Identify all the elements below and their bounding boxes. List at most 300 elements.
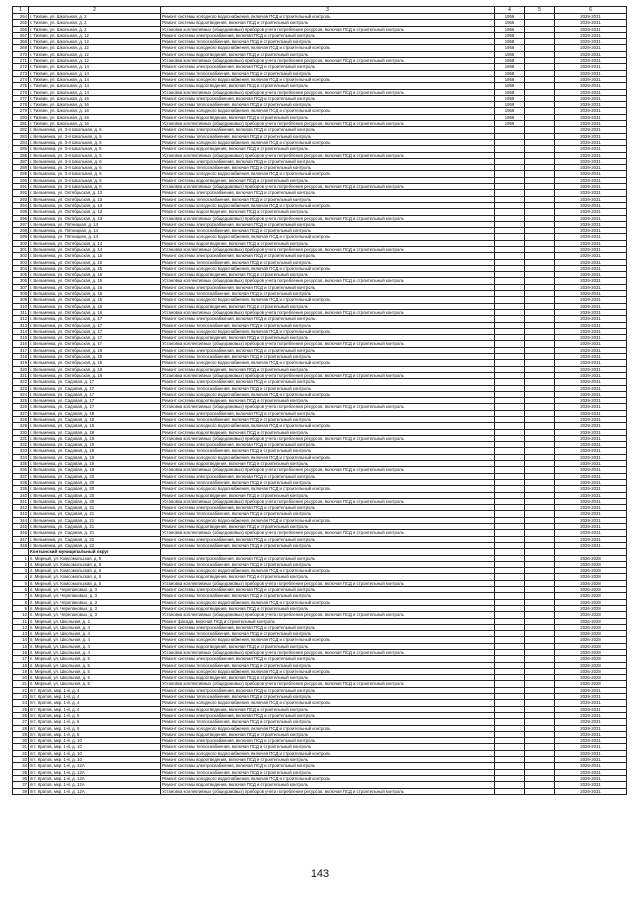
row-period: 2029-2031 (555, 706, 627, 712)
row-address: г. Вельмянка, ул. Октябрьская, д. 16 (29, 291, 161, 297)
row-number: 264 (13, 14, 29, 20)
row-period: 2029-2031 (555, 209, 627, 215)
row-address: г. Тихвин, ул. Школьная, д. 12 (29, 51, 161, 57)
row-address: п. Мирный, ул. Черепановых, д. 3 (29, 599, 161, 605)
row-work-type: Ремонт системы электроснабжения, включая ПСД и строительный контроль (161, 536, 495, 542)
row-number: 36 (13, 775, 29, 781)
row-address: пгт. Кратов, мкр. 1-й, д. 4 (29, 694, 161, 700)
row-period: 2029-2031 (555, 259, 627, 265)
row-work-type: Ремонт системы электроснабжения, включая ПСД и строительный контроль (161, 555, 495, 561)
row-number: 1 (13, 555, 29, 561)
row-period: 2029-2031 (555, 738, 627, 744)
row-period: 2029-2031 (555, 769, 627, 775)
row-work-type: Установка коллективных (общедомовых) приборов учета потребления ресурсов, включая ПСД и строительный контроль (161, 309, 495, 315)
row-year-built: 1958 (495, 64, 525, 70)
row-number: 23 (13, 694, 29, 700)
row-period: 2029-2031 (555, 265, 627, 271)
row-period: 2026-2028 (555, 574, 627, 580)
row-work-type: Ремонт системы электроснабжения, включая ПСД и строительный контроль (161, 284, 495, 290)
row-number: 28 (13, 725, 29, 731)
row-address: г. Вельмянка, ул. Садовая, д. 21 (29, 505, 161, 511)
row-number: 288 (13, 165, 29, 171)
row-address: г. Вельмянка, ул. Садовая, д. 18 (29, 410, 161, 416)
row-number: 327 (13, 410, 29, 416)
row-address: п. Мирный, ул. Комсомольская, д. 5 (29, 555, 161, 561)
row-work-type: Ремонт системы холодного водоснабжения, включая ПСД и строительный контроль (161, 454, 495, 460)
row-address: г. Тихвин, ул. Школьная, д. 12 (29, 32, 161, 38)
row-period: 2029-2031 (555, 89, 627, 95)
row-number: 279 (13, 108, 29, 114)
row-period: 2029-2031 (555, 511, 627, 517)
row-period: 2029-2031 (555, 309, 627, 315)
row-address: г. Вельмянка, ул. Садовая, д. 18 (29, 435, 161, 441)
row-number: 345 (13, 524, 29, 530)
row-address: г. Вельмянка, ул. Октябрьская, д. 13 (29, 215, 161, 221)
row-address: п. Мирный, ул. Школьная, д. 4 (29, 624, 161, 630)
row-work-type: Ремонт системы теплоснабжения, включая ПСД и строительный контроль (161, 165, 495, 171)
row-address: г. Вельмянка, ул. Октябрьская, д. 16 (29, 297, 161, 303)
row-work-type: Ремонт системы теплоснабжения, включая ПСД и строительный контроль (161, 769, 495, 775)
row-period: 2029-2031 (555, 410, 627, 416)
row-number: 337 (13, 473, 29, 479)
row-work-type: Установка коллективных (общедомовых) приборов учета потребления ресурсов, включая ПСД и строительный контроль (161, 152, 495, 158)
row-address: г. Вельмянка, ул. Садовая, д. 17 (29, 398, 161, 404)
row-address: п. Мирный, ул. Школьная, д. 4 (29, 649, 161, 655)
row-period: 2029-2031 (555, 700, 627, 706)
row-work-type: Установка коллективных (общедомовых) приборов учета потребления ресурсов, включая ПСД и строительный контроль (161, 215, 495, 221)
row-address: г. Вельмянка, ул. Садовая, д. 20 (29, 479, 161, 485)
row-work-type: Ремонт системы водоотведения, включая ПСД и строительный контроль (161, 303, 495, 309)
row-address: г. Вельмянка, ул. Садовая, д. 18 (29, 429, 161, 435)
row-work-type: Ремонт системы теплоснабжения, включая ПСД и строительный контроль (161, 719, 495, 725)
row-number: 347 (13, 536, 29, 542)
row-number: 33 (13, 757, 29, 763)
row-work-type: Ремонт системы холодного водоснабжения, включая ПСД и строительный контроль (161, 486, 495, 492)
row-year-built: 1959 (495, 114, 525, 120)
row-work-type: Ремонт системы теплоснабжения, включая ПСД и строительный контроль (161, 479, 495, 485)
row-work-type: Ремонт системы водоотведения, включая ПСД и строительный контроль (161, 20, 495, 26)
row-work-type: Ремонт системы теплоснабжения, включая ПСД и строительный контроль (161, 259, 495, 265)
row-work-type: Ремонт системы холодного водоснабжения, включая ПСД и строительный контроль (161, 637, 495, 643)
row-address: г. Вельмянка, ул. Октябрьская, д. 16 (29, 303, 161, 309)
row-address: г. Вельмянка, ул. Садовая, д. 19 (29, 467, 161, 473)
row-period: 2029-2031 (555, 139, 627, 145)
row-period: 2029-2031 (555, 486, 627, 492)
row-address: г. Вельмянка, ул. Октябрьская, д. 17 (29, 316, 161, 322)
header-col-6: 6 (555, 7, 627, 14)
row-number: 307 (13, 284, 29, 290)
row-address: пгт. Кратов, мкр. 1-й, д. 12А (29, 782, 161, 788)
row-address: п. Мирный, ул. Школьная, д. 5 (29, 662, 161, 668)
row-number: 338 (13, 479, 29, 485)
row-period: 2029-2031 (555, 719, 627, 725)
row-year-built: 1958 (495, 45, 525, 51)
row-period: 2029-2031 (555, 461, 627, 467)
row-period: 2029-2031 (555, 165, 627, 171)
row-address: пгт. Кратов, мкр. 1-й, д. 5 (29, 725, 161, 731)
table-row (13, 788, 627, 794)
row-work-type: Установка коллективных (общедомовых) приборов учета потребления ресурсов, включая ПСД и строительный контроль (161, 26, 495, 32)
row-number: 290 (13, 177, 29, 183)
row-number: 316 (13, 341, 29, 347)
row-period: 2026-2028 (555, 599, 627, 605)
row-work-type: Ремонт системы холодного водоснабжения, включая ПСД и строительный контроль (161, 108, 495, 114)
row-period: 2029-2031 (555, 322, 627, 328)
row-address: г. Вельмянка, ул. Садовая, д. 20 (29, 486, 161, 492)
row-period: 2029-2031 (555, 215, 627, 221)
row-number: 38 (13, 788, 29, 794)
row-address: г. Вельмянка, ул. 3-я Школьная, д. 6 (29, 158, 161, 164)
row-work-type: Ремонт системы холодного водоснабжения, включая ПСД и строительный контроль (161, 568, 495, 574)
row-number: 4 (13, 574, 29, 580)
row-address: г. Тихвин, ул. Школьная, д. 16 (29, 102, 161, 108)
row-period: 2029-2031 (555, 146, 627, 152)
row-address: п. Мирный, ул. Школьная, д. 5 (29, 668, 161, 674)
row-number: 292 (13, 190, 29, 196)
row-period: 2029-2031 (555, 687, 627, 693)
row-work-type: Ремонт системы холодного водоснабжения, включая ПСД и строительный контроль (161, 668, 495, 674)
row-work-type: Ремонт системы теплоснабжения, включая ПСД и строительный контроль (161, 417, 495, 423)
row-address: г. Вельмянка, ул. Октябрьская, д. 13 (29, 202, 161, 208)
row-address: пгт. Кратов, мкр. 1-й, д. 10 (29, 757, 161, 763)
row-address: г. Вельмянка, ул. 3-я Школьная, д. 5 (29, 146, 161, 152)
row-work-type: Ремонт системы электроснабжения, включая ПСД и строительный контроль (161, 738, 495, 744)
row-year-built: 1958 (495, 70, 525, 76)
row-number: 317 (13, 347, 29, 353)
row-period: 2029-2031 (555, 505, 627, 511)
row-period: 2029-2031 (555, 763, 627, 769)
row-work-type: Установка коллективных (общедомовых) приборов учета потребления ресурсов, включая ПСД и строительный контроль (161, 121, 495, 127)
row-address: пгт. Кратов, мкр. 1-й, д. 12А (29, 769, 161, 775)
row-address: пгт. Кратов, мкр. 1-й, д. 4 (29, 700, 161, 706)
row-number: 31 (13, 744, 29, 750)
row-period: 2026-2028 (555, 675, 627, 681)
row-work-type: Ремонт системы электроснабжения, включая ПСД и строительный контроль (161, 158, 495, 164)
row-period: 2029-2031 (555, 108, 627, 114)
row-work-type: Ремонт системы электроснабжения, включая ПСД и строительный контроль (161, 64, 495, 70)
row-period: 2029-2031 (555, 479, 627, 485)
row-work-type: Ремонт системы теплоснабжения, включая ПСД и строительный контроль (161, 694, 495, 700)
row-work-type: Ремонт системы теплоснабжения, включая ПСД и строительный контроль (161, 196, 495, 202)
row-number: 341 (13, 498, 29, 504)
row-period: 2029-2031 (555, 284, 627, 290)
row-work-type: Ремонт системы теплоснабжения, включая ПСД и строительный контроль (161, 593, 495, 599)
row-work-type: Ремонт системы водоотведения, включая ПСД и строительный контроль (161, 605, 495, 611)
row-address: г. Вельмянка, ул. 3-я Школьная, д. 6 (29, 165, 161, 171)
row-work-type: Ремонт системы водоотведения, включая ПСД и строительный контроль (161, 146, 495, 152)
row-period: 2026-2028 (555, 612, 627, 618)
row-period: 2029-2031 (555, 542, 627, 548)
row-address: г. Тихвин, ул. Школьная, д. 12 (29, 58, 161, 64)
row-year-built: 1958 (495, 76, 525, 82)
row-period: 2029-2031 (555, 58, 627, 64)
row-address: г. Тихвин, ул. Школьная, д. 14 (29, 76, 161, 82)
row-address: пгт. Кратов, мкр. 1-й, д. 5 (29, 712, 161, 718)
row-period: 2029-2031 (555, 524, 627, 530)
row-period: 2026-2028 (555, 587, 627, 593)
row-work-type: Установка коллективных (общедомовых) приборов учета потребления ресурсов, включая ПСД и строительный контроль (161, 681, 495, 687)
row-period: 2029-2031 (555, 366, 627, 372)
row-period: 2029-2031 (555, 712, 627, 718)
row-period: 2029-2031 (555, 39, 627, 45)
row-period: 2026-2028 (555, 580, 627, 586)
row-work-type: Установка коллективных (общедомовых) приборов учета потребления ресурсов, включая ПСД и строительный контроль (161, 435, 495, 441)
row-work-type: Ремонт системы водоотведения, включая ПСД и строительный контроль (161, 209, 495, 215)
row-number: 282 (13, 127, 29, 133)
row-number: 278 (13, 102, 29, 108)
row-number: 289 (13, 171, 29, 177)
row-period: 2029-2031 (555, 246, 627, 252)
row-period: 2026-2028 (555, 637, 627, 643)
row-period: 2029-2031 (555, 127, 627, 133)
row-period: 2026-2028 (555, 649, 627, 655)
row-address: п. Мирный, ул. Школьная, д. 2 (29, 618, 161, 624)
row-period: 2029-2031 (555, 83, 627, 89)
row-period: 2029-2031 (555, 335, 627, 341)
row-work-type: Ремонт системы водоотведения, включая ПСД и строительный контроль (161, 177, 495, 183)
row-work-type: Ремонт системы электроснабжения, включая ПСД и строительный контроль (161, 347, 495, 353)
row-period: 2026-2028 (555, 568, 627, 574)
row-work-type: Ремонт системы водоотведения, включая ПСД и строительный контроль (161, 83, 495, 89)
row-work-type: Ремонт системы водоотведения, включая ПСД и строительный контроль (161, 429, 495, 435)
row-number: 335 (13, 461, 29, 467)
row-number: 277 (13, 95, 29, 101)
row-work-type: Установка коллективных (общедомовых) приборов учета потребления ресурсов, включая ПСД и строительный контроль (161, 649, 495, 655)
row-work-type: Ремонт системы водоотведения, включая ПСД и строительный контроль (161, 782, 495, 788)
row-year-built (495, 788, 525, 794)
row-number: 27 (13, 719, 29, 725)
row-work-type: Ремонт системы холодного водоснабжения, включая ПСД и строительный контроль (161, 76, 495, 82)
row-number: 332 (13, 442, 29, 448)
row-period: 2029-2031 (555, 70, 627, 76)
row-number: 293 (13, 196, 29, 202)
row-number: 319 (13, 360, 29, 366)
row-number: 265 (13, 20, 29, 26)
row-period: 2029-2031 (555, 694, 627, 700)
row-work-type: Ремонт системы теплоснабжения, включая ПСД и строительный контроль (161, 228, 495, 234)
row-period: 2029-2031 (555, 121, 627, 127)
row-period: 2026-2028 (555, 631, 627, 637)
row-work-type: Ремонт системы электроснабжения, включая ПСД и строительный контроль (161, 95, 495, 101)
row-address: г. Вельмянка, ул. Октябрьская, д. 17 (29, 335, 161, 341)
row-work-type: Ремонт системы водоотведения, включая ПСД и строительный контроль (161, 574, 495, 580)
row-number: 297 (13, 221, 29, 227)
row-number: 324 (13, 391, 29, 397)
row-number: 294 (13, 202, 29, 208)
row-address: г. Вельмянка, ул. Садовая, д. 17 (29, 385, 161, 391)
row-address: г. Тихвин, ул. Школьная, д. 16 (29, 95, 161, 101)
row-work-type: Ремонт системы электроснабжения, включая ПСД и строительный контроль (161, 316, 495, 322)
row-work-type: Установка коллективных (общедомовых) приборов учета потребления ресурсов, включая ПСД и строительный контроль (161, 530, 495, 536)
row-period: 2029-2031 (555, 291, 627, 297)
row-address: г. Вельмянка, ул. Пятницкая, д. 14 (29, 221, 161, 227)
row-address: г. Вельмянка, ул. Октябрьская, д. 13 (29, 190, 161, 196)
row-year-built: 1958 (495, 51, 525, 57)
row-number: 311 (13, 309, 29, 315)
row-address: г. Вельмянка, ул. Садовая, д. 21 (29, 530, 161, 536)
row-period: 2029-2031 (555, 158, 627, 164)
row-number: 329 (13, 423, 29, 429)
row-period: 2029-2031 (555, 26, 627, 32)
row-year-built: 1956 (495, 20, 525, 26)
row-address: пгт. Кратов, мкр. 1-й, д. 5 (29, 731, 161, 737)
row-number: 348 (13, 542, 29, 548)
row-work-type: Ремонт системы электроснабжения, включая ПСД и строительный контроль (161, 624, 495, 630)
row-number: 32 (13, 750, 29, 756)
row-period: 2029-2031 (555, 45, 627, 51)
row-number: 273 (13, 70, 29, 76)
row-number: 325 (13, 398, 29, 404)
row-address: г. Вельмянка, ул. Октябрьская, д. 16 (29, 284, 161, 290)
row-period: 2029-2031 (555, 448, 627, 454)
row-work-type: Ремонт системы электроснабжения, включая ПСД и строительный контроль (161, 190, 495, 196)
row-number: 336 (13, 467, 29, 473)
row-work-type: Ремонт системы холодного водоснабжения, включая ПСД и строительный контроль (161, 171, 495, 177)
row-number: 6 (13, 587, 29, 593)
row-year-commissioned (525, 788, 555, 794)
row-number: 308 (13, 291, 29, 297)
row-address: г. Вельмянка, ул. Октябрьская, д. 18 (29, 354, 161, 360)
row-address: г. Вельмянка, ул. 3-я Школьная, д. 5 (29, 127, 161, 133)
row-period: 2029-2031 (555, 398, 627, 404)
row-period: 2029-2031 (555, 196, 627, 202)
row-period: 2026-2028 (555, 662, 627, 668)
row-period: 2029-2031 (555, 177, 627, 183)
row-year-built: 1959 (495, 108, 525, 114)
row-work-type: Ремонт системы теплоснабжения, включая ПСД и строительный контроль (161, 322, 495, 328)
row-number: 342 (13, 505, 29, 511)
row-number: 30 (13, 738, 29, 744)
row-period: 2026-2028 (555, 593, 627, 599)
row-work-type: Установка коллективных (общедомовых) приборов учета потребления ресурсов, включая ПСД и строительный контроль (161, 580, 495, 586)
row-period: 2029-2031 (555, 417, 627, 423)
row-work-type: Ремонт системы электроснабжения, включая ПСД и строительный контроль (161, 379, 495, 385)
row-work-type: Ремонт системы теплоснабжения, включая ПСД и строительный контроль (161, 744, 495, 750)
row-number: 2 (13, 561, 29, 567)
row-number: 303 (13, 259, 29, 265)
row-period: 2029-2031 (555, 51, 627, 57)
row-period: 2029-2031 (555, 316, 627, 322)
row-period: 2029-2031 (555, 429, 627, 435)
header-row (13, 7, 627, 14)
row-address: пгт. Кратов, мкр. 1-й, д. 10 (29, 744, 161, 750)
row-address: г. Вельмянка, ул. Садовая, д. 19 (29, 454, 161, 460)
row-work-type: Ремонт системы холодного водоснабжения, включая ПСД и строительный контроль (161, 265, 495, 271)
row-work-type: Ремонт системы холодного водоснабжения, включая ПСД и строительный контроль (161, 297, 495, 303)
row-number: 343 (13, 511, 29, 517)
row-address: г. Вельмянка, ул. Октябрьская, д. 15 (29, 272, 161, 278)
row-number: 295 (13, 209, 29, 215)
row-work-type: Ремонт системы водоотведения, включая ПСД и строительный контроль (161, 757, 495, 763)
row-work-type: Ремонт системы теплоснабжения, включая ПСД и строительный контроль (161, 291, 495, 297)
row-address: пгт. Кратов, мкр. 1-й, д. 12А (29, 788, 161, 794)
row-address: г. Вельмянка, ул. 3-я Школьная, д. 5 (29, 152, 161, 158)
row-number: 19 (13, 668, 29, 674)
row-period: 2029-2031 (555, 498, 627, 504)
row-number: 309 (13, 297, 29, 303)
row-number: 15 (13, 643, 29, 649)
row-address: г. Вельмянка, ул. Октябрьская, д. 15 (29, 265, 161, 271)
row-work-type: Ремонт системы теплоснабжения, включая ПСД и строительный контроль (161, 448, 495, 454)
row-address: г. Вельмянка, ул. Октябрьская, д. 18 (29, 347, 161, 353)
row-work-type: Ремонт системы холодного водоснабжения, включая ПСД и строительный контроль (161, 234, 495, 240)
row-address: г. Вельмянка, ул. Садовая, д. 20 (29, 492, 161, 498)
row-address: г. Вельмянка, ул. Октябрьская, д. 16 (29, 309, 161, 315)
row-period: 2026-2028 (555, 605, 627, 611)
row-work-type: Ремонт системы водоотведения, включая ПСД и строительный контроль (161, 492, 495, 498)
row-period: 2026-2028 (555, 656, 627, 662)
row-period: 2029-2031 (555, 517, 627, 523)
row-period: 2029-2031 (555, 492, 627, 498)
row-address: пгт. Кратов, мкр. 1-й, д. 12А (29, 763, 161, 769)
row-work-type: Ремонт системы электроснабжения, включая ПСД и строительный контроль (161, 410, 495, 416)
row-period: 2029-2031 (555, 341, 627, 347)
row-number: 20 (13, 675, 29, 681)
row-period: 2029-2031 (555, 379, 627, 385)
row-period: 2029-2031 (555, 385, 627, 391)
row-number: 275 (13, 83, 29, 89)
row-period: 2029-2031 (555, 404, 627, 410)
row-address: г. Тихвин, ул. Школьная, д. 2 (29, 26, 161, 32)
row-work-type: Ремонт системы электроснабжения, включая ПСД и строительный контроль (161, 505, 495, 511)
row-period: 2029-2031 (555, 95, 627, 101)
row-number: 26 (13, 712, 29, 718)
row-period: 2026-2028 (555, 561, 627, 567)
row-work-type: Ремонт системы холодного водоснабжения, включая ПСД и строительный контроль (161, 360, 495, 366)
row-period: 2026-2028 (555, 668, 627, 674)
row-work-type: Ремонт системы теплоснабжения, включая ПСД и строительный контроль (161, 133, 495, 139)
row-period: 2029-2031 (555, 114, 627, 120)
row-period: 2029-2031 (555, 20, 627, 26)
row-period: 2029-2031 (555, 530, 627, 536)
row-work-type: Ремонт системы электроснабжения, включая ПСД и строительный контроль (161, 221, 495, 227)
row-number: 322 (13, 379, 29, 385)
row-address: г. Вельмянка, ул. Садовая, д. 18 (29, 423, 161, 429)
row-work-type: Ремонт системы водоотведения, включая ПСД и строительный контроль (161, 731, 495, 737)
row-period: 2026-2028 (555, 624, 627, 630)
row-year-built: 1959 (495, 95, 525, 101)
row-number: 284 (13, 139, 29, 145)
row-work-type: Установка коллективных (общедомовых) приборов учета потребления ресурсов, включая ПСД и строительный контроль (161, 372, 495, 378)
row-number: 285 (13, 146, 29, 152)
row-address: п. Мирный, ул. Школьная, д. 5 (29, 675, 161, 681)
header-col-5: 5 (525, 7, 555, 14)
row-address: г. Вельмянка, ул. Пятницкая, д. 14 (29, 234, 161, 240)
row-address: г. Вельмянка, ул. 3-я Школьная, д. 5 (29, 133, 161, 139)
row-period: 2029-2031 (555, 102, 627, 108)
row-period: 2026-2028 (555, 555, 627, 561)
row-address: г. Вельмянка, ул. Садовая, д. 21 (29, 524, 161, 530)
row-work-type: Ремонт системы водоотведения, включая ПСД и строительный контроль (161, 366, 495, 372)
row-period: 2026-2028 (555, 643, 627, 649)
row-address: г. Вельмянка, ул. Октябрьская, д. 15 (29, 259, 161, 265)
row-address: г. Тихвин, ул. Школьная, д. 16 (29, 108, 161, 114)
row-number: 326 (13, 404, 29, 410)
row-address: пгт. Кратов, мкр. 1-й, д. 10 (29, 750, 161, 756)
row-address: г. Вельмянка, ул. Садовая, д. 19 (29, 448, 161, 454)
row-year-built: 1958 (495, 58, 525, 64)
row-work-type: Ремонт системы холодного водоснабжения, включая ПСД и строительный контроль (161, 139, 495, 145)
row-year-built: 1958 (495, 89, 525, 95)
row-work-type: Ремонт системы холодного водоснабжения, включая ПСД и строительный контроль (161, 775, 495, 781)
row-number: 291 (13, 184, 29, 190)
row-period: 2029-2031 (555, 442, 627, 448)
row-address: п. Мирный, ул. Школьная, д. 5 (29, 656, 161, 662)
row-number: 315 (13, 335, 29, 341)
row-address: г. Тихвин, ул. Школьная, д. 14 (29, 83, 161, 89)
row-work-type: Ремонт системы электроснабжения, включая ПСД и строительный контроль (161, 253, 495, 259)
row-number: 281 (13, 121, 29, 127)
